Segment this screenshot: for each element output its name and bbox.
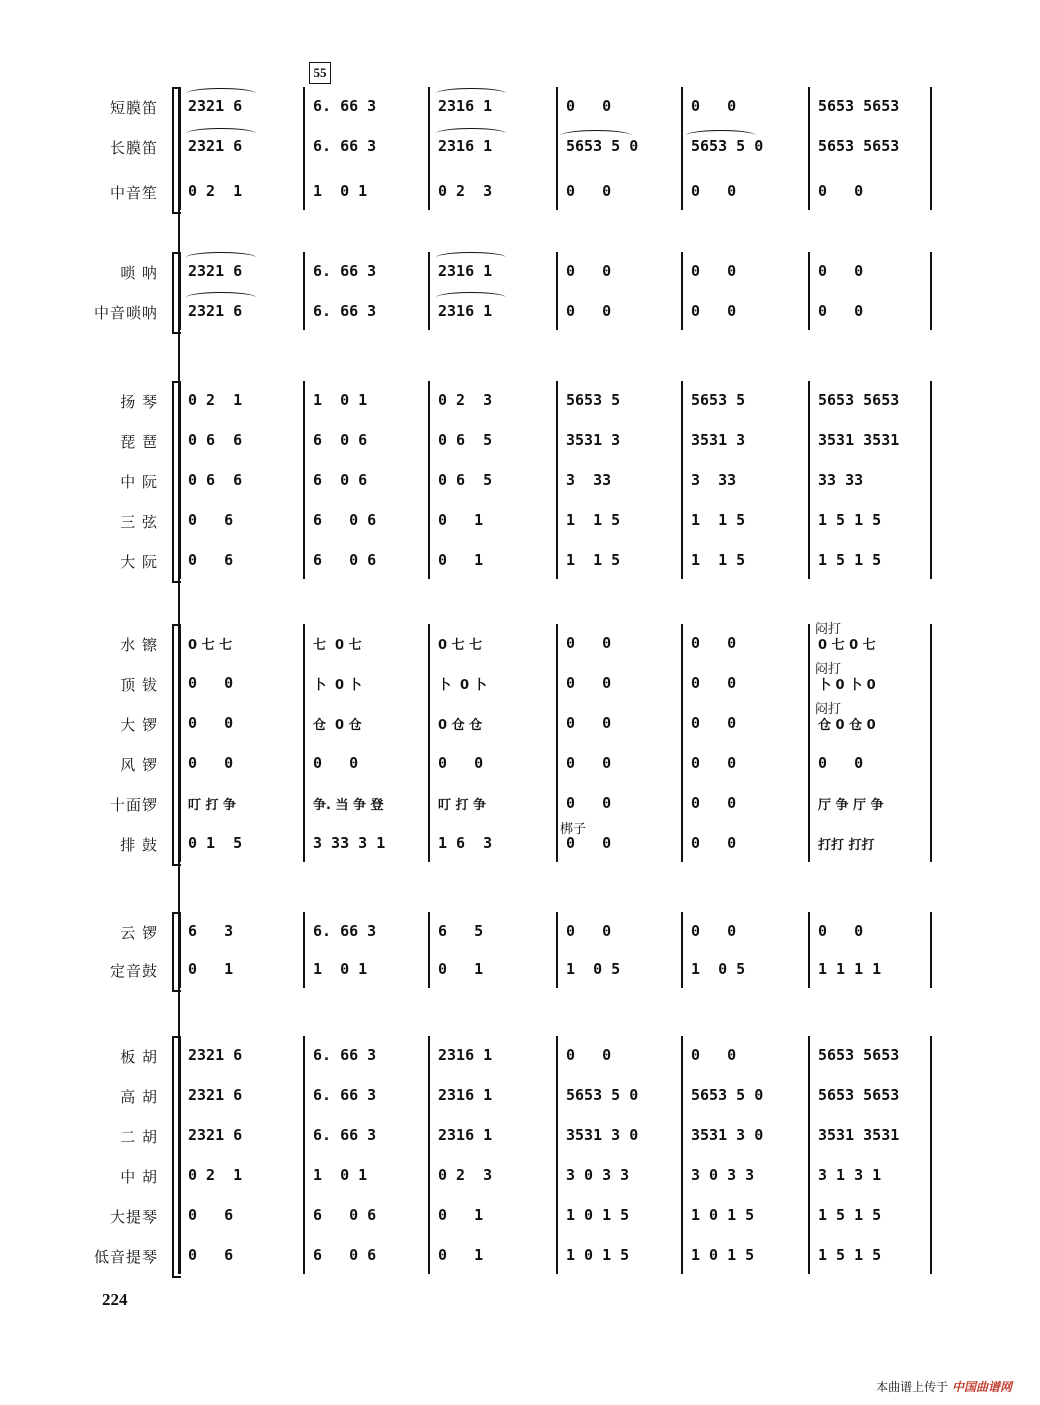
measure-cell: 0 1 bbox=[438, 551, 484, 569]
measure-cell: 0 0 bbox=[818, 922, 864, 940]
measure-cell: 0 0 bbox=[188, 754, 234, 772]
measure-cell: 0 0 bbox=[566, 302, 612, 320]
measure-cell: 1 1 5 bbox=[691, 551, 746, 569]
measure-cell: 1 5 1 5 bbox=[818, 551, 882, 569]
measure-cell: 0 0 bbox=[566, 1046, 612, 1064]
measure-cell: 3531 3 0 bbox=[691, 1126, 764, 1144]
measure-cell: 0 七 七 bbox=[438, 638, 483, 653]
measure-cell: 0 0 bbox=[313, 754, 359, 772]
slur bbox=[186, 252, 256, 263]
measure-cell: 0 0 bbox=[818, 754, 864, 772]
measure-cell: 0 1 bbox=[438, 1246, 484, 1264]
measure-cell: 仓 0 仓 bbox=[313, 718, 362, 733]
measure-cell: 2316 1 bbox=[438, 1126, 493, 1144]
instrument-label: 扬 琴 bbox=[120, 393, 158, 411]
site-logo: 中国曲谱网 bbox=[951, 1380, 1012, 1394]
barline bbox=[930, 381, 932, 579]
rehearsal-mark: 55 bbox=[309, 62, 331, 84]
measure-cell: 2316 1 bbox=[438, 1046, 493, 1064]
instrument-label: 大 锣 bbox=[120, 716, 158, 734]
measure-cell: 0 2 3 bbox=[438, 391, 493, 409]
measure-cell: 0 1 bbox=[438, 960, 484, 978]
measure-cell: 0 0 bbox=[691, 922, 737, 940]
measure-cell: 1 1 5 bbox=[566, 511, 621, 529]
measure-cell: 0 6 5 bbox=[438, 431, 493, 449]
measure-cell: 1 0 5 bbox=[566, 960, 621, 978]
measure-cell: 6. 66 3 bbox=[313, 137, 377, 155]
instrument-label: 大提琴 bbox=[109, 1208, 158, 1226]
measure-cell: 1 1 5 bbox=[691, 511, 746, 529]
measure-cell: 0 0 bbox=[566, 754, 612, 772]
instrument-label: 低音提琴 bbox=[93, 1248, 158, 1266]
measure-cell: 1 0 1 bbox=[313, 960, 368, 978]
measure-cell: 0 0 bbox=[691, 794, 737, 812]
instrument-label: 三 弦 bbox=[120, 513, 158, 531]
measure-cell: 5653 5653 bbox=[818, 97, 900, 115]
measure-cell: 0 0 bbox=[566, 182, 612, 200]
measure-cell: 1 0 1 5 bbox=[691, 1246, 755, 1264]
measure-cell: 1 0 1 bbox=[313, 391, 368, 409]
barline bbox=[556, 252, 558, 330]
measure-cell: 6. 66 3 bbox=[313, 1126, 377, 1144]
measure-cell: 叮 打 争 bbox=[438, 798, 487, 813]
measure-cell: 0 0 bbox=[566, 97, 612, 115]
slur bbox=[561, 130, 631, 141]
measure-cell: 1 0 1 bbox=[313, 1166, 368, 1184]
measure-cell: 33 33 bbox=[818, 471, 864, 489]
measure-cell: 0 6 6 bbox=[188, 431, 243, 449]
barline bbox=[808, 381, 810, 579]
measure-cell: 2321 6 bbox=[188, 97, 243, 115]
barline bbox=[808, 912, 810, 988]
measure-cell: 5653 5653 bbox=[818, 1086, 900, 1104]
measure-cell: 6 0 6 bbox=[313, 1206, 377, 1224]
measure-cell: 仓 0 仓 0 bbox=[818, 718, 876, 733]
measure-cell: 0 0 bbox=[818, 182, 864, 200]
measure-cell: 2316 1 bbox=[438, 302, 493, 320]
measure-cell: 6 0 6 bbox=[313, 551, 377, 569]
measure-cell: 6. 66 3 bbox=[313, 1086, 377, 1104]
measure-cell: 0 2 3 bbox=[438, 1166, 493, 1184]
barline bbox=[556, 87, 558, 210]
measure-cell: 3531 3 bbox=[566, 431, 621, 449]
measure-cell: 0 0 bbox=[691, 634, 737, 652]
instrument-label: 顶 钹 bbox=[120, 676, 158, 694]
barline bbox=[681, 624, 683, 862]
measure-cell: 0 0 bbox=[566, 634, 612, 652]
measure-cell: 争. 当 争 登 bbox=[313, 798, 384, 813]
barline bbox=[428, 252, 430, 330]
measure-cell: 0 0 bbox=[566, 714, 612, 732]
instrument-label: 短膜笛 bbox=[109, 99, 158, 117]
measure-cell: 6 3 bbox=[188, 922, 234, 940]
measure-cell: 0 0 bbox=[566, 794, 612, 812]
instrument-label: 定音鼓 bbox=[109, 962, 158, 980]
measure-cell: 3 1 3 1 bbox=[818, 1166, 882, 1184]
measure-cell: 6 0 6 bbox=[313, 431, 368, 449]
barline bbox=[681, 381, 683, 579]
measure-cell: 0 0 bbox=[566, 262, 612, 280]
instrument-label: 高 胡 bbox=[120, 1088, 158, 1106]
measure-cell: 0 0 bbox=[691, 674, 737, 692]
measure-cell: 3 0 3 3 bbox=[566, 1166, 630, 1184]
measure-cell: 5653 5 0 bbox=[691, 137, 764, 155]
measure-cell: 0 6 bbox=[188, 551, 234, 569]
measure-cell: 1 1 1 1 bbox=[818, 960, 882, 978]
instrument-label: 大 阮 bbox=[120, 553, 158, 571]
barline bbox=[930, 87, 932, 210]
barline bbox=[556, 1036, 558, 1274]
measure-cell: 0 0 bbox=[691, 97, 737, 115]
barline bbox=[930, 252, 932, 330]
slur bbox=[436, 128, 506, 139]
measure-cell: 3531 3531 bbox=[818, 431, 900, 449]
measure-cell: 0 0 bbox=[818, 262, 864, 280]
footer-text: 本曲谱上传于 bbox=[876, 1380, 949, 1394]
barline bbox=[303, 624, 305, 862]
slur bbox=[186, 128, 256, 139]
measure-cell: 6 0 6 bbox=[313, 511, 377, 529]
measure-cell: 七 0 七 bbox=[313, 638, 362, 653]
measure-cell: 2321 6 bbox=[188, 137, 243, 155]
measure-cell: 1 0 1 5 bbox=[566, 1206, 630, 1224]
measure-cell: 叮 打 争 bbox=[188, 798, 237, 813]
measure-cell: 0 0 bbox=[566, 834, 612, 852]
measure-cell: 0 2 3 bbox=[438, 182, 493, 200]
barline bbox=[303, 912, 305, 988]
instrument-label: 风 锣 bbox=[120, 756, 158, 774]
measure-cell: 0 0 bbox=[691, 714, 737, 732]
barline bbox=[428, 624, 430, 862]
measure-cell: 0 6 bbox=[188, 1246, 234, 1264]
measure-cell: 3 0 3 3 bbox=[691, 1166, 755, 1184]
measure-cell: 1 0 5 bbox=[691, 960, 746, 978]
measure-cell: 0 0 bbox=[566, 674, 612, 692]
measure-cell: 卜 0 卜 bbox=[313, 678, 362, 693]
barline bbox=[303, 1036, 305, 1274]
measure-cell: 6 0 6 bbox=[313, 471, 368, 489]
measure-cell: 6 0 6 bbox=[313, 1246, 377, 1264]
measure-cell: 0 0 bbox=[438, 754, 484, 772]
instrument-label: 长膜笛 bbox=[109, 139, 158, 157]
instrument-label: 中音唢呐 bbox=[93, 304, 158, 322]
measure-cell: 1 0 1 5 bbox=[566, 1246, 630, 1264]
slur bbox=[186, 88, 256, 99]
measure-cell: 2321 6 bbox=[188, 302, 243, 320]
measure-cell: 1 6 3 bbox=[438, 834, 493, 852]
measure-cell: 5653 5653 bbox=[818, 391, 900, 409]
barline bbox=[681, 87, 683, 210]
measure-cell: 0 仓 仓 bbox=[438, 718, 483, 733]
measure-cell: 0 1 bbox=[438, 1206, 484, 1224]
measure-cell: 5653 5 0 bbox=[691, 1086, 764, 1104]
barline bbox=[681, 252, 683, 330]
measure-cell: 1 0 1 bbox=[313, 182, 368, 200]
instrument-label: 十面锣 bbox=[109, 796, 158, 814]
technique-annotation: 梆子 bbox=[560, 822, 587, 837]
measure-cell: 0 1 bbox=[188, 960, 234, 978]
measure-cell: 3 33 3 1 bbox=[313, 834, 386, 852]
measure-cell: 0 0 bbox=[691, 182, 737, 200]
measure-cell: 5653 5 bbox=[691, 391, 746, 409]
measure-cell: 1 5 1 5 bbox=[818, 1206, 882, 1224]
measure-cell: 1 5 1 5 bbox=[818, 1246, 882, 1264]
measure-cell: 3 33 bbox=[566, 471, 612, 489]
measure-cell: 0 2 1 bbox=[188, 182, 243, 200]
footer bbox=[876, 1378, 1012, 1395]
measure-cell: 6. 66 3 bbox=[313, 302, 377, 320]
instrument-label: 中音笙 bbox=[109, 184, 158, 202]
measure-cell: 2316 1 bbox=[438, 1086, 493, 1104]
measure-cell: 0 2 1 bbox=[188, 1166, 243, 1184]
measure-cell: 6 5 bbox=[438, 922, 484, 940]
measure-cell: 3531 3531 bbox=[818, 1126, 900, 1144]
measure-cell: 0 0 bbox=[691, 262, 737, 280]
barline bbox=[303, 87, 305, 210]
slur bbox=[436, 292, 506, 303]
barline bbox=[681, 1036, 683, 1274]
measure-cell: 2321 6 bbox=[188, 1046, 243, 1064]
measure-cell: 厅 争 厅 争 bbox=[818, 798, 884, 813]
measure-cell: 0 0 bbox=[188, 714, 234, 732]
measure-cell: 1 5 1 5 bbox=[818, 511, 882, 529]
technique-annotation: 闷打 bbox=[815, 702, 842, 717]
measure-cell: 0 0 bbox=[818, 302, 864, 320]
measure-cell: 3531 3 bbox=[691, 431, 746, 449]
measure-cell: 0 0 bbox=[691, 754, 737, 772]
barline bbox=[428, 1036, 430, 1274]
instrument-label: 中 阮 bbox=[120, 473, 158, 491]
instrument-label: 云 锣 bbox=[120, 924, 158, 942]
measure-cell: 0 1 5 bbox=[188, 834, 243, 852]
measure-cell: 6. 66 3 bbox=[313, 97, 377, 115]
measure-cell: 0 七 七 bbox=[188, 638, 233, 653]
measure-cell: 0 1 bbox=[438, 511, 484, 529]
barline bbox=[808, 1036, 810, 1274]
measure-cell: 2321 6 bbox=[188, 262, 243, 280]
measure-cell: 0 6 bbox=[188, 1206, 234, 1224]
instrument-label: 二 胡 bbox=[120, 1128, 158, 1146]
technique-annotation: 闷打 bbox=[815, 622, 842, 637]
barline bbox=[808, 87, 810, 210]
measure-cell: 6. 66 3 bbox=[313, 1046, 377, 1064]
slur bbox=[686, 130, 756, 141]
measure-cell: 打打 打打 bbox=[818, 838, 875, 853]
system-connector bbox=[178, 87, 180, 1274]
barline bbox=[930, 1036, 932, 1274]
measure-cell: 0 0 bbox=[188, 674, 234, 692]
instrument-label: 水 镲 bbox=[120, 636, 158, 654]
measure-cell: 0 6 6 bbox=[188, 471, 243, 489]
barline bbox=[428, 87, 430, 210]
measure-cell: 2321 6 bbox=[188, 1086, 243, 1104]
instrument-label: 板 胡 bbox=[120, 1048, 158, 1066]
barline bbox=[303, 252, 305, 330]
measure-cell: 5653 5 0 bbox=[566, 137, 639, 155]
barline bbox=[428, 381, 430, 579]
slur bbox=[436, 88, 506, 99]
measure-cell: 2316 1 bbox=[438, 262, 493, 280]
measure-cell: 5653 5653 bbox=[818, 137, 900, 155]
measure-cell: 2316 1 bbox=[438, 137, 493, 155]
technique-annotation: 闷打 bbox=[815, 662, 842, 677]
measure-cell: 6. 66 3 bbox=[313, 922, 377, 940]
barline bbox=[428, 912, 430, 988]
barline bbox=[303, 381, 305, 579]
barline bbox=[808, 252, 810, 330]
measure-cell: 0 七 0 七 bbox=[818, 638, 876, 653]
measure-cell: 3 33 bbox=[691, 471, 737, 489]
measure-cell: 0 0 bbox=[691, 834, 737, 852]
barline bbox=[681, 912, 683, 988]
measure-cell: 卜 0 卜 0 bbox=[818, 678, 876, 693]
measure-cell: 3531 3 0 bbox=[566, 1126, 639, 1144]
measure-cell: 0 6 bbox=[188, 511, 234, 529]
measure-cell: 2316 1 bbox=[438, 97, 493, 115]
measure-cell: 5653 5 bbox=[566, 391, 621, 409]
slur bbox=[186, 292, 256, 303]
measure-cell: 1 0 1 5 bbox=[691, 1206, 755, 1224]
barline bbox=[808, 624, 810, 862]
barline bbox=[556, 624, 558, 862]
measure-cell: 1 1 5 bbox=[566, 551, 621, 569]
measure-cell: 0 0 bbox=[691, 1046, 737, 1064]
measure-cell: 2321 6 bbox=[188, 1126, 243, 1144]
barline bbox=[930, 624, 932, 862]
measure-cell: 卜 0 卜 bbox=[438, 678, 487, 693]
slur bbox=[436, 252, 506, 263]
barline bbox=[930, 912, 932, 988]
page-number: 224 bbox=[102, 1290, 128, 1309]
measure-cell: 6. 66 3 bbox=[313, 262, 377, 280]
instrument-label: 唢 呐 bbox=[120, 264, 158, 282]
measure-cell: 5653 5653 bbox=[818, 1046, 900, 1064]
measure-cell: 0 0 bbox=[566, 922, 612, 940]
measure-cell: 5653 5 0 bbox=[566, 1086, 639, 1104]
instrument-label: 琵 琶 bbox=[120, 433, 158, 451]
barline bbox=[556, 381, 558, 579]
barline bbox=[556, 912, 558, 988]
instrument-label: 中 胡 bbox=[120, 1168, 158, 1186]
measure-cell: 0 6 5 bbox=[438, 471, 493, 489]
measure-cell: 0 2 1 bbox=[188, 391, 243, 409]
measure-cell: 0 0 bbox=[691, 302, 737, 320]
instrument-label: 排 鼓 bbox=[120, 836, 158, 854]
